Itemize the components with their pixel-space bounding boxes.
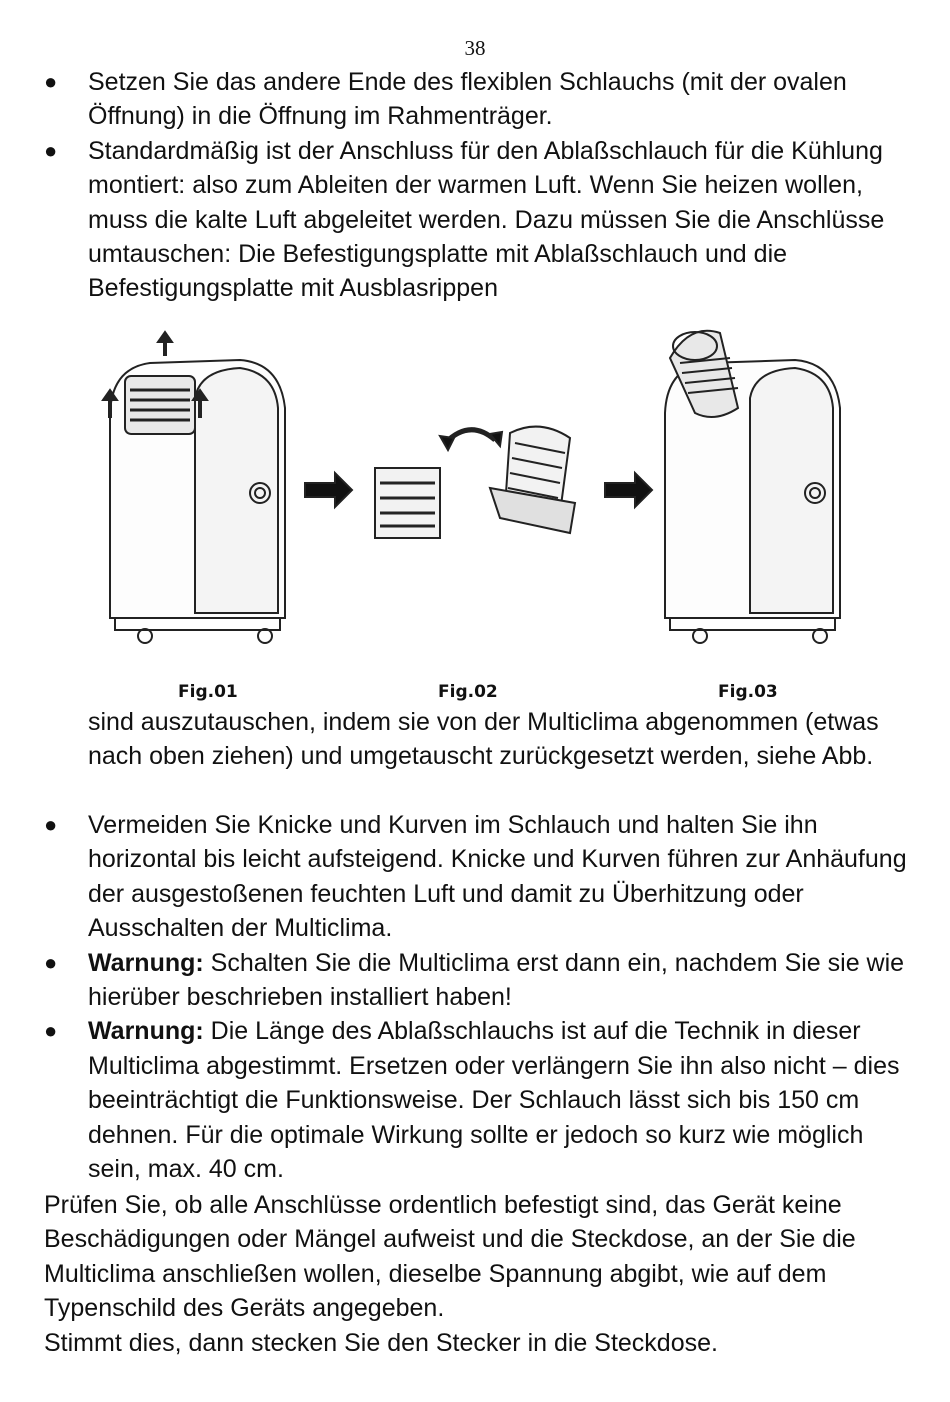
list-item-text: Schalten Sie die Multiclima erst dann ein, nachdem Sie sie wie hierüber beschrieben installiert haben! (88, 948, 905, 1012)
list-item-text: Die Länge des Ablaßschlauchs ist auf die Technik in dieser Multiclima abgestimmt. Ersetzen oder verlängern Sie ihn also nicht – dies beeinträchtigt die Funktionsweise. Der Schlauch lässt sich bis 150 cm dehnen. Für die optimale Wirkung sollte er jedoch so kurz wie möglich sein, max. 40 cm. (88, 1017, 900, 1184)
list-item (0, 1014, 950, 1186)
list-item-text: Standardmäßig ist der Anschluss für den Ablaßschlauch für die Kühlung montiert: also zum Ableiten der warmen Luft. Wenn Sie heizen wollen, muss die kalte Luft abgeleitet werden. Dazu müssen Sie die Anschlüsse umtauschen: Die Befestigungsplatte mit Ablaßschlauch und die Befestigungsplatte mit Ausblasrippen (88, 136, 885, 303)
unit-fig03-drawing (665, 331, 840, 643)
list-item-text: Setzen Sie das andere Ende des flexiblen Schlauchs (mit der ovalen Öffnung) in die Öffnung im Rahmenträger. (88, 68, 847, 131)
warning-label: Warnung: (88, 1017, 204, 1046)
figure-label: Fig.03 (718, 682, 778, 702)
bullet-icon: ● (44, 949, 58, 975)
bullet-icon: ● (44, 812, 58, 837)
continuation-text: sind auszutauschen, indem sie von der Multiclima abgenommen (etwas nach oben ziehen) und umgetauscht zurückgesetzt werden, siehe Abb. (88, 708, 879, 771)
figure-label: Fig.01 (178, 682, 238, 702)
page-number: 38 (464, 36, 486, 60)
closing-paragraph: Stimmt dies, dann stecken Sie den Stecker in die Steckdose. (44, 1328, 718, 1357)
list-item (0, 134, 950, 306)
bullet-icon: ● (44, 1018, 58, 1044)
panels-fig02-drawing (375, 427, 575, 538)
figure-label: Fig.02 (438, 682, 498, 702)
continuation-paragraph (0, 705, 950, 774)
closing-paragraph: Prüfen Sie, ob alle Anschlüsse ordentlich befestigt sind, das Gerät keine Beschädigungen oder Mängel aufweist und die Steckdose, an der Sie die Multiclima anschließen wollen, dieselbe Spannung abgibt, wie auf dem Typenschild des Geräts angegeben. (44, 1191, 856, 1323)
unit-fig01-drawing (103, 332, 285, 643)
bullet-icon: ● (44, 137, 58, 163)
warning-label: Warnung: (88, 948, 204, 977)
warning-list (0, 808, 950, 1186)
list-item (0, 65, 950, 134)
closing-section (0, 1188, 950, 1360)
air-conditioner-illustration (90, 318, 870, 708)
list-item (0, 946, 950, 1015)
list-item (0, 808, 950, 946)
top-instruction-list (0, 65, 950, 306)
list-item-text: Vermeiden Sie Knicke und Kurven im Schlauch und halten Sie ihn horizontal bis leicht aufsteigend. Knicke und Kurven führen zur Anhäufung der ausgestoßenen feuchten Luft und damit zu Überhitzung oder Ausschalten der Multiclima. (88, 811, 907, 943)
bullet-icon: ● (44, 69, 58, 94)
